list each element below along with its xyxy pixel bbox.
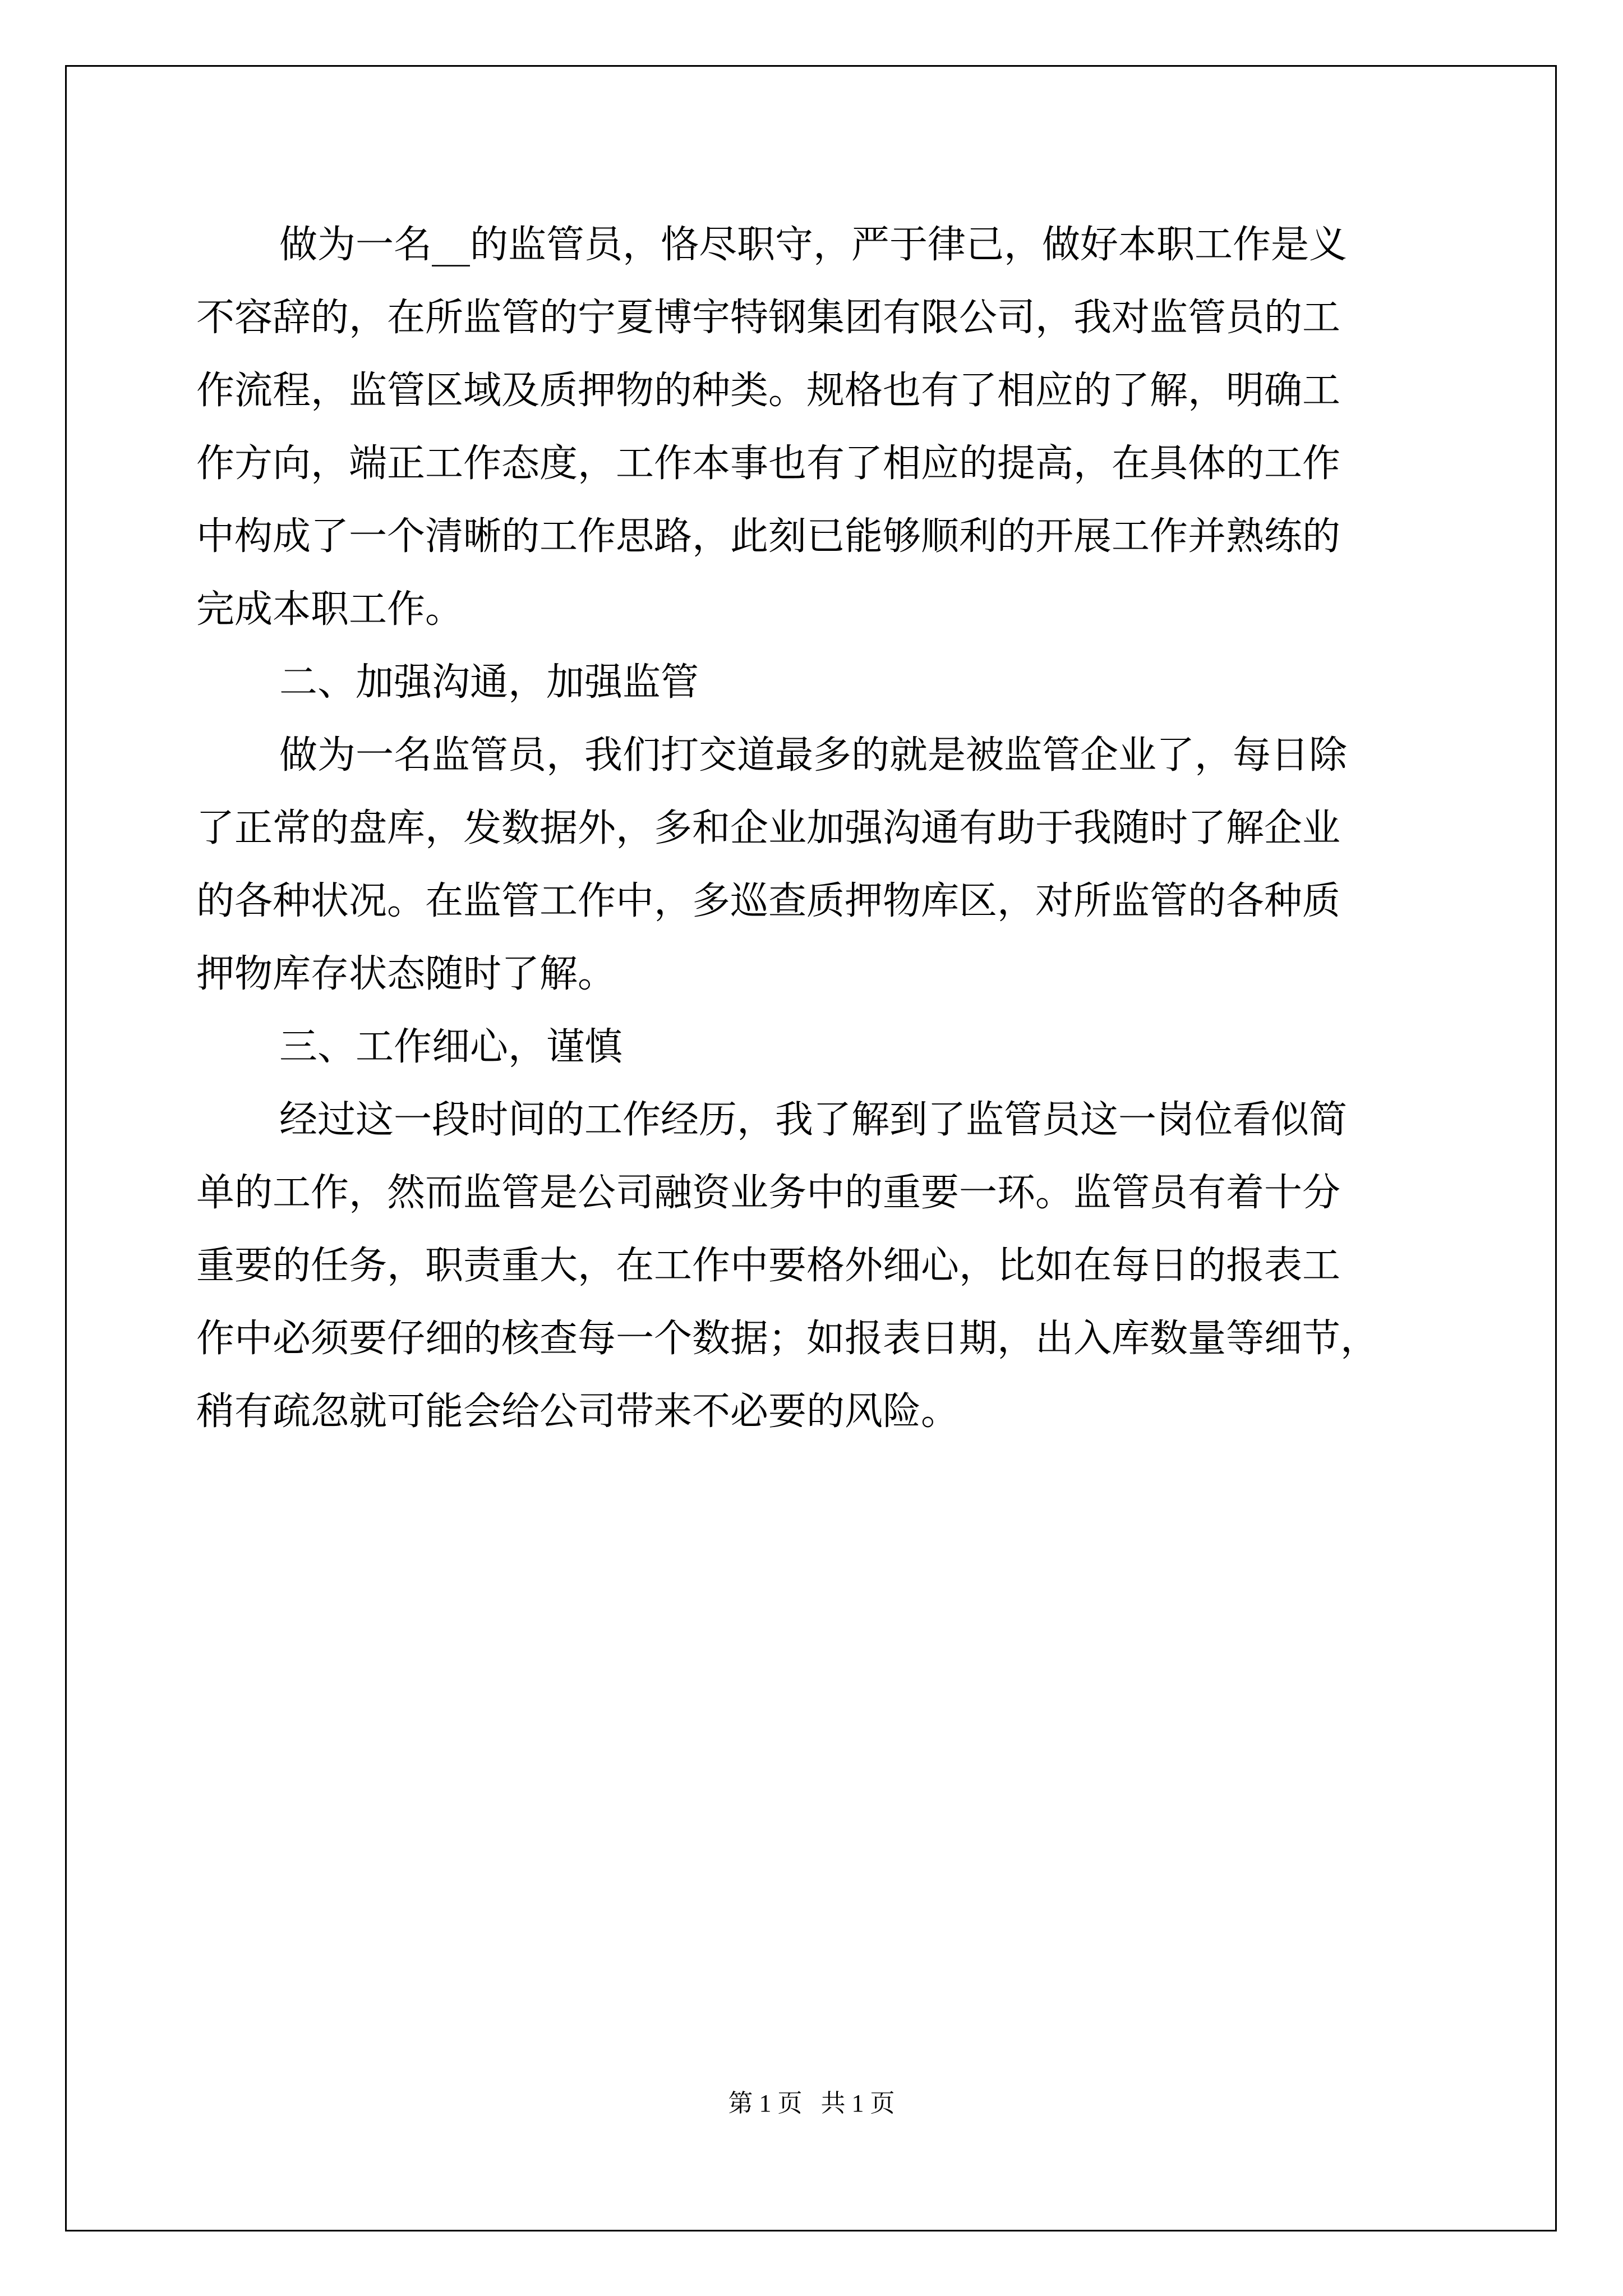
paragraph-line: 经过这一段时间的工作经历，我了解到了监管员这一岗位看似简	[279, 1098, 1348, 1142]
paragraph-line: 完成本职工作。	[196, 587, 464, 632]
paragraph-line: 了正常的盘库，发数据外，多和企业加强沟通有助于我随时了解企业	[196, 806, 1341, 850]
paragraph-line: 作方向，端正工作态度，工作本事也有了相应的提高，在具体的工作	[196, 441, 1341, 486]
paragraph-line: 做为一名监管员，我们打交道最多的就是被监管企业了，每日除	[279, 733, 1348, 777]
paragraph-line: 稍有疏忽就可能会给公司带来不必要的风险。	[196, 1389, 960, 1434]
paragraph-line: 的各种状况。在监管工作中，多巡查质押物库区，对所监管的各种质	[196, 879, 1341, 923]
paragraph-line: 中构成了一个清晰的工作思路，此刻已能够顺利的开展工作并熟练的	[196, 514, 1341, 559]
paragraph-line: 作流程，监管区域及质押物的种类。规格也有了相应的了解，明确工	[196, 369, 1341, 413]
paragraph-line: 押物库存状态随时了解。	[196, 952, 616, 996]
paragraph-line: 不容辞的，在所监管的宁夏博宇特钢集团有限公司，我对监管员的工	[196, 296, 1341, 340]
section-heading: 二、加强沟通，加强监管	[279, 660, 699, 705]
section-heading: 三、工作细心，谨慎	[279, 1025, 623, 1069]
page-number-footer: 第 1 页 共 1 页	[728, 2090, 895, 2117]
paragraph-line: 重要的任务，职责重大，在工作中要格外细心，比如在每日的报表工	[196, 1244, 1341, 1288]
paragraph-line: 作中必须要仔细的核查每一个数据；如报表日期，出入库数量等细节，	[196, 1317, 1379, 1361]
paragraph-line: 单的工作，然而监管是公司融资业务中的重要一环。监管员有着十分	[196, 1171, 1341, 1215]
paragraph-line: 做为一名__的监管员，恪尽职守，严于律己，做好本职工作是义	[279, 223, 1348, 267]
